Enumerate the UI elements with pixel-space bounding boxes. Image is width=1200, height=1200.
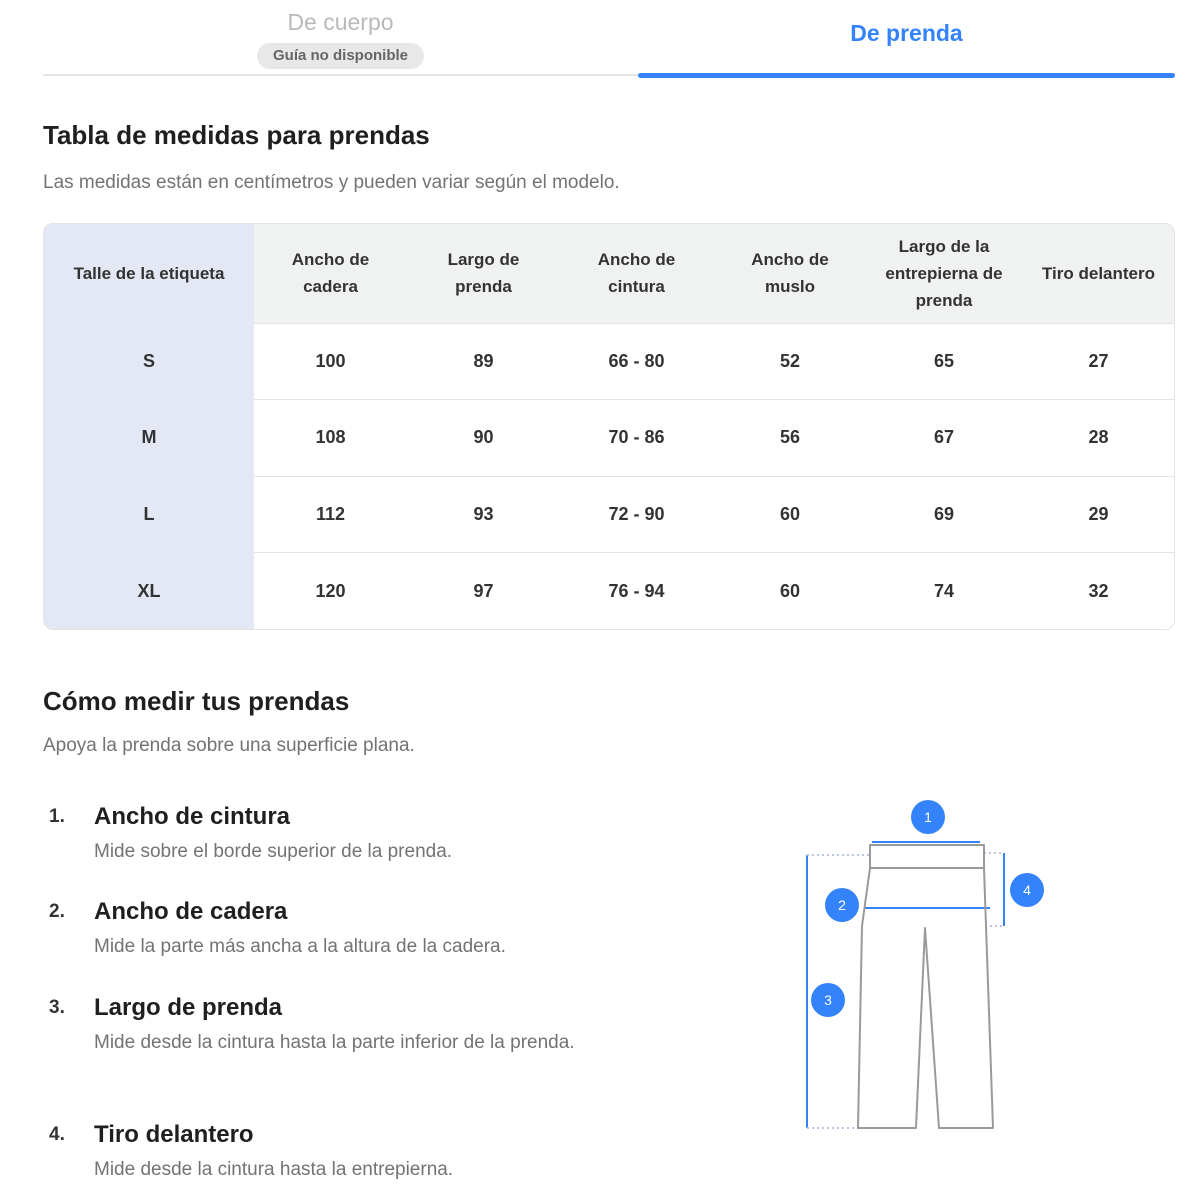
tab-garment-label: De prenda [850,20,963,46]
step-number: 1. [49,806,65,827]
table-cell: 70 - 86 [560,400,713,477]
step-number: 2. [49,901,65,922]
tab-garment-measurements[interactable] [638,0,1175,76]
marker-label: 3 [824,992,832,1008]
size-label-cell: M [44,400,254,477]
step-number: 3. [49,997,65,1018]
step-description: Mide desde la cintura hasta la parte inferior de la prenda. [94,1032,575,1053]
table-cell: 89 [407,323,560,400]
table-cell: 90 [407,400,560,477]
marker-3 [811,983,845,1017]
table-cell: 60 [713,476,867,553]
table-row [44,323,1175,400]
table-cell: 52 [713,323,867,400]
table-cell: 76 - 94 [608,580,665,601]
column-header: Ancho de cintura [560,224,713,323]
table-cell: 120 [315,580,346,601]
marker-label: 4 [1023,882,1031,898]
step-description: Mide la parte más ancha a la altura de la cadera. [94,936,506,957]
column-header: Ancho de muslo [713,224,867,323]
table-cell: 74 [933,580,955,601]
table-row [44,476,1175,553]
size-table-title: Tabla de medidas para prendas [43,120,430,150]
table-cell: 56 [713,400,867,477]
tab-body-label: De cuerpo [287,9,394,35]
column-header: Ancho de cadera [254,224,407,323]
table-cell: 112 [254,476,407,553]
table-cell: 72 - 90 [560,476,713,553]
list-item [43,991,603,1118]
step-title: Ancho de cadera [94,898,288,925]
table-cell: 100 [254,323,407,400]
column-header: Largo de prenda [407,224,560,323]
marker-label: 1 [924,809,932,825]
step-title: Ancho de cintura [94,803,291,830]
column-header: Tiro delantero [1021,224,1175,323]
table-cell: 65 [867,323,1021,400]
list-item [43,800,603,895]
table-cell: 67 [867,400,1021,477]
table-cell: 27 [1021,323,1175,400]
size-label-cell: L [44,476,254,553]
table-cell: 29 [1021,476,1175,553]
table-row [44,553,1175,630]
step-number: 4. [49,1124,65,1145]
pants-measurement-diagram-icon [780,790,1070,1150]
table-cell: 28 [1021,400,1175,477]
size-table-subtitle: Las medidas están en centímetros y pueden variar según el modelo. [43,172,620,193]
step-description: Mide desde la cintura hasta la entrepierna. [94,1159,454,1180]
unavailable-badge: Guía no disponible [257,43,424,69]
table-cell: 32 [1088,580,1109,601]
step-title: Largo de prenda [94,994,283,1021]
marker-label: 2 [838,897,846,913]
table-row [44,400,1175,477]
step-title: Tiro delantero [94,1121,254,1148]
list-item [43,1118,603,1198]
how-to-subtitle: Apoya la prenda sobre una superficie plana. [43,735,415,756]
table-cell: 93 [407,476,560,553]
table-cell: 60 [779,580,801,601]
table-cell: 66 - 80 [560,323,713,400]
size-label-cell: XL [44,553,254,630]
table-cell: 108 [254,400,407,477]
column-header: Largo de la entrepierna de prenda [867,224,1021,323]
marker-4 [1010,873,1044,907]
table-cell: 69 [867,476,1021,553]
measure-type-tabs [43,0,1175,76]
list-item [43,895,603,991]
measure-steps-list [43,800,603,1198]
table-header-row [44,224,1175,323]
size-table [44,224,1175,629]
pants-outline [858,845,993,1128]
active-tab-indicator [638,73,1175,78]
tab-body-measurements[interactable] [43,0,638,76]
size-label-cell: S [44,323,254,400]
marker-1 [911,800,945,834]
step-description: Mide sobre el borde superior de la prenda. [94,841,453,862]
how-to-title: Cómo medir tus prendas [43,686,350,716]
column-header: Talle de la etiqueta [44,224,254,323]
marker-2 [825,888,859,922]
size-table-container [43,223,1175,630]
table-cell: 97 [473,580,494,601]
